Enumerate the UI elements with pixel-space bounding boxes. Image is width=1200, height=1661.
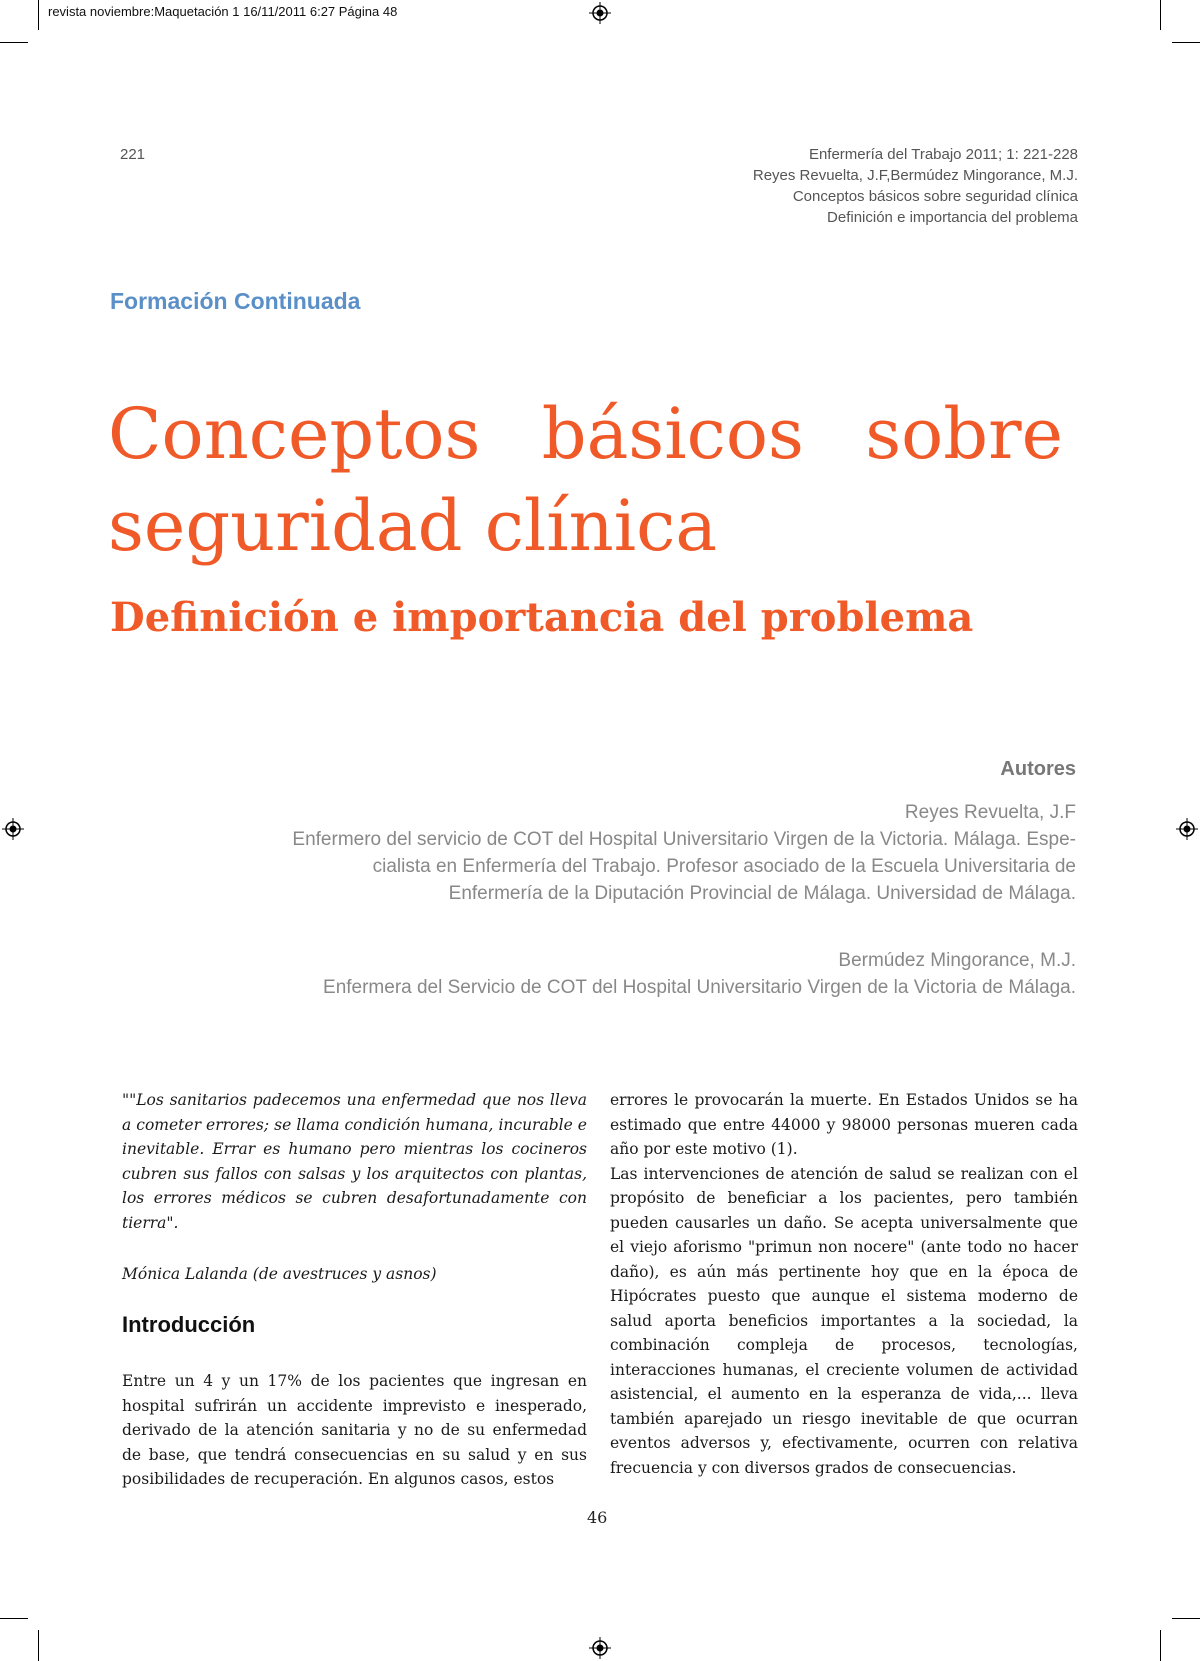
section-label: Formación Continuada xyxy=(110,288,361,314)
author-entry xyxy=(323,947,1076,1001)
crop-mark xyxy=(0,1618,28,1619)
registration-mark-icon xyxy=(2,818,24,840)
running-head-line: Enfermería del Trabajo 2011; 1: 221-228 xyxy=(808,146,1078,163)
crop-mark xyxy=(1160,1630,1161,1661)
crop-mark xyxy=(1172,1618,1200,1619)
author-name: Reyes Revuelta, J.F xyxy=(904,802,1076,823)
epigraph-quote: ""Los sanitarios padecemos una enfermedad que nos lleva a cometer errores; se llama condición humana, incurable e inevitable. Errar es humano pero mientras los cocineros cubren sus fallos con salsas y los arquitectos con plantas, los errores médicos se cubren desafortunadamente con tierra". xyxy=(122,1091,587,1232)
author-affiliation-line: Enfermería de la Diputación Provincial de Málaga. Universidad de Málaga. xyxy=(448,883,1076,904)
body-paragraph: Las intervenciones de atención de salud se realizan con el propósito de beneficiar a los pacientes, pero también pueden causarles un daño. Se acepta universalmente que el viejo aforismo "primun non nocere" (ante todo no hacer daño), es aún más pertinente hoy que en la época de Hipócrates puesto que aunque el sistema moderno de salud aporta beneficios importantes a la sociedad, la combinación compleja de procesos, tecnologías, interacciones humanas, el creciente volumen de actividad asistencial, el aumento en la esperanza de vida,... lleva también aparejado un riesgo inevitable de que ocurran eventos adversos y, efectivamente, ocurren con relativa frecuencia y con diversos grados de consecuencias. xyxy=(610,1164,1078,1477)
authors-heading: Autores xyxy=(1000,758,1076,780)
running-head-line: Conceptos básicos sobre seguridad clínica xyxy=(792,188,1078,205)
crop-mark xyxy=(38,0,39,30)
title-word: Conceptos xyxy=(108,393,481,475)
body-paragraph: Entre un 4 y un 17% de los pacientes que ingresan en hospital sufrirán un accidente imprevisto e inesperado, derivado de la atención sanitaria y no de su enfermedad de base, que tendrá consecuencias en su salud y en sus posibilidades de recuperación. En algunos casos, estos xyxy=(122,1372,587,1488)
registration-mark-icon xyxy=(589,2,611,24)
section-heading: Introducción xyxy=(122,1312,256,1337)
running-head-line: Reyes Revuelta, J.F,Bermúdez Mingorance, M.J. xyxy=(752,167,1078,184)
title-word: básicos xyxy=(541,393,804,475)
title-word: sobre xyxy=(865,393,1063,475)
running-head-line: Definición e importancia del problema xyxy=(827,209,1078,226)
author-affiliation-line: cialista en Enfermería del Trabajo. Profesor asociado de la Escuela Universitaria de xyxy=(372,856,1076,877)
running-head xyxy=(753,144,1078,228)
author-name: Bermúdez Mingorance, M.J. xyxy=(838,950,1076,971)
printer-slug: revista noviembre:Maquetación 1 16/11/2011 6:27 Página 48 xyxy=(48,4,398,19)
epigraph-attribution: Mónica Lalanda (de avestruces y asnos) xyxy=(122,1265,437,1283)
crop-mark xyxy=(1160,0,1161,30)
author-affiliation-line: Enfermero del servicio de COT del Hospital Universitario Virgen de la Victoria. Málaga. Espe- xyxy=(292,829,1076,850)
crop-mark xyxy=(38,1630,39,1661)
footer-page-number: 46 xyxy=(587,1508,608,1527)
body-paragraph: errores le provocarán la muerte. En Estados Unidos se ha estimado que entre 44000 y 98000 personas mueren cada año por este motivo (1). xyxy=(610,1091,1078,1158)
registration-mark-icon xyxy=(1176,818,1198,840)
author-affiliation-line: Enfermera del Servicio de COT del Hospital Universitario Virgen de la Victoria de Málaga. xyxy=(323,977,1076,998)
author-entry xyxy=(292,799,1076,907)
article-subtitle: Definición e importancia del problema xyxy=(110,594,974,641)
title-line-2: seguridad clínica xyxy=(108,485,718,567)
registration-mark-icon xyxy=(589,1637,611,1659)
article-title xyxy=(108,388,1068,572)
crop-mark xyxy=(1172,42,1200,43)
journal-page-number: 221 xyxy=(120,146,146,163)
title-line-1 xyxy=(108,388,1063,480)
right-column xyxy=(610,1088,1078,1480)
crop-mark xyxy=(0,42,28,43)
